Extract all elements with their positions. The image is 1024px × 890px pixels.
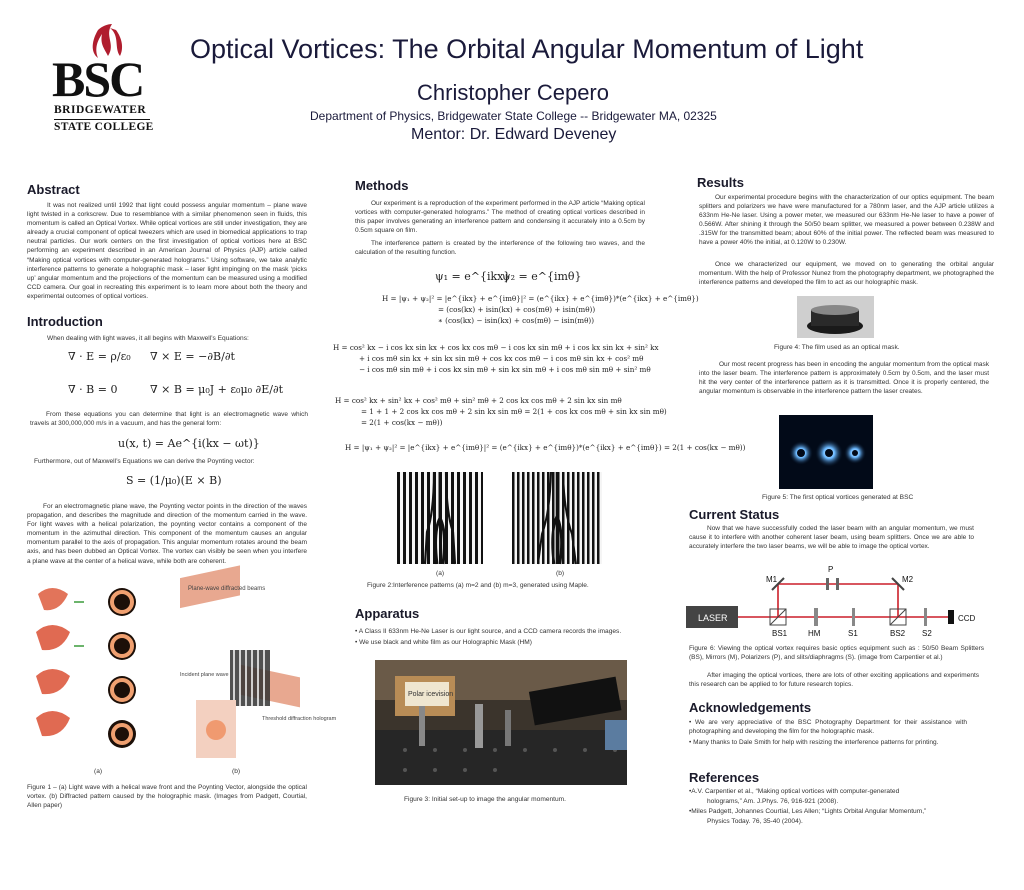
methods-paragraph-1: Our experiment is a reproduction of the experiment performed in the AJP article “Making optical vortices with computer-generated holograms.” The method of creating optical vortices described in this paper involves generating an interference pattern and condensing it accurately into a 0.5cm by 0.5cm square on film. [355,200,645,235]
reference-1-line-1: •A.V. Carpentier et al., “Making optical vortices with computer-generated [689,788,900,795]
bs1-label: BS1 [772,629,788,638]
results-paragraph-2: Once we characterized our equipment, we moved on to generating the orbital angular momentum. With the help of Professor Nunez from the photography department, we photographed the interference patterns and developed the film to act as our holographic mask. [699,261,994,287]
department: Department of Physics, Bridgewater State College -- Bridgewater MA, 02325 [310,109,717,123]
mentor: Mentor: Dr. Edward Deveney [411,126,617,143]
psi2-equation: ψ₂ = e^{imθ} [502,270,582,283]
fig1-label-incident: Incident plane wave [180,672,229,678]
reference-1-line-2[interactable]: holograms,” Am. J.Phys. 76, 916-921 (2008). [707,798,839,805]
abstract-heading: Abstract [27,182,80,197]
h-final-equation: H = |ψ₁ + ψ₂|² = |e^{ikx} + e^{imθ}|² = (e^{ikx} + e^{imθ})*(e^{ikx} + e^{imθ}) = 2(1 + cos(kx − mθ)) [345,443,746,452]
h3-line-3: = 2(1 + cos(kx − mθ)) [361,418,443,428]
figure-1-image [30,580,337,766]
s2-label: S2 [922,629,932,638]
h1-line-2: = (cos(kx) + isin(kx) + cos(mθ) + isin(mθ)) [438,305,596,315]
current-status-heading: Current Status [689,507,780,522]
references-heading: References [689,770,760,785]
fig1-label-a: (a) [94,768,103,775]
h2-line-3: − i cos mθ sin mθ + i cos kx sin mθ + sin kx sin mθ + i cos mθ sin mθ + sin² mθ [359,365,651,375]
logo-divider [54,119,150,120]
h-derivation-1 [382,293,699,326]
figure-4-caption: Figure 4: The film used as an optical mask. [774,344,900,351]
acknowledgement-item-1: • We are very appreciative of the BSC Photography Department for their assistance with photographing and developing the film for the holographic mask. [689,719,967,736]
methods-heading: Methods [355,178,409,193]
photo-note-text: Polar icevision [408,691,454,698]
maxwell-eq-1a: ∇ · E = ρ/ε₀ [68,350,131,363]
h-derivation-3 [335,395,667,428]
h2-line-2: + i cos mθ sin kx + sin kx sin mθ + cos kx cos mθ − i cos mθ sin kx + cos² mθ [359,354,644,364]
logo-subtitle-2: STATE COLLEGE [54,121,154,133]
m1-label: M1 [766,575,778,584]
ccd-label: CCD [958,614,976,623]
poster-title: Optical Vortices: The Orbital Angular Momentum of Light [190,34,864,64]
fig1-label-plane-wave: Plane-wave diffracted beams [188,586,266,592]
h2-line-1: H = cos² kx − i cos kx sin kx + cos kx cos mθ − i cos kx sin mθ + i cos kx sin kx + sin² kx [333,343,659,352]
methods-paragraph-2: The interference pattern is created by the interference of the following two waves, and the calculation of the resulting function. [355,240,645,257]
maxwell-eq-2b: ∇ × B = μ₀J + ε₀μ₀ ∂E/∂t [150,383,284,396]
p-label: P [828,565,834,574]
current-status-paragraph-1: Now that we have successfully coded the laser beam with an angular momentum, we must cause it to interfere with another coherent laser beam, using beam splitters. Once we are able to accurately interfere the two laser beams, we will be able to image the optical vortex. [689,525,974,551]
fig1-label-b: (b) [232,768,241,775]
h3-line-1: H = cos² kx + sin² kx + cos² mθ + sin² mθ + 2 cos kx cos mθ + 2 sin kx sin mθ [335,396,622,405]
results-paragraph-1: Our experimental procedure begins with the characterization of our optics equipment. The beam splitters and polarizers we have were manufactured for a 780nm laser, and the AJP article utilizes a 633nm He-Ne laser. Using a power meter, we measured our 633nm He-Ne laser to have a power of 0.566W. After shining it through the 50/50 beam splitter, we measured a power between 0.238W and .315W for the transmitted beam; about 60% of the initial power. The reflected beam was measured to have a power 40% the initial, at 0.120W to 0.230W. [699,194,994,247]
fig2-label-b: (b) [556,570,565,577]
apparatus-heading: Apparatus [355,606,420,621]
current-status-paragraph-2: After imaging the optical vortices, there are lots of other exciting applications and experiments this research can be applied to for future research topics. [689,672,979,689]
intro-paragraph-2: From these equations you can determine that light is an electromagnetic wave which travels at 300,000,000 m/s in a vacuum, and has the general form: [30,411,308,428]
optical-vortex-photo [779,415,873,489]
logo-text: BSC [52,51,144,107]
fig1-label-hologram: Threshold diffraction hologram [262,716,337,722]
author-name: Christopher Cepero [417,80,609,105]
logo-subtitle-1: BRIDGEWATER [54,104,147,116]
bs2-label: BS2 [890,629,906,638]
intro-paragraph-4: For an electromagnetic plane wave, the Poynting vector points in the direction of the waves propagation, and describes the magnitude and direction of the momentum carried in the wave. For light waves with a helical polarization, the poynting vector contains a component of the momentum in the azimuthal direction. This component of the momentum causes an angular momentum parallel to the axis of propagation. This angular momentum rotates around the beam axis, and has been dubbed an Optical Vortex. The vortex can visibly be seen when you interfere a plane wave at the center of a helical wave, while both are coherent. [27,503,307,565]
introduction-heading: Introduction [27,314,103,329]
abstract-text: It was not realized until 1992 that light could possess angular momentum – plane wave light twisted in a corkscrew. Due to resemblance with a similar phenomenon seen in fluids, this momentum is called an Optical Vortex. While optical vortices are still under investigation, they are already a crucial component of optical tweezers which are used in biomedical applications to trap neutral particles. Our work centers on the first investigation of optical vortices here at BSC performing an experiment described in an American Journal of Physics (AJP) article called “Making optical vortices with computer-generated holograms.” Using software, we take analytic interference patterns to generate a holographic mask – laser light impinging on the mask ‘picks up’ angular momentum and the projections of the momentum can be measured using a modified CCD camera. Our goal in recreating this experiment is to learn more about both the theory and experimental outcomes of optical vortices. [27,202,307,300]
figure-5-caption: Figure 5: The first optical vortices generated at BSC [762,494,914,501]
psi1-equation: ψ₁ = e^{ikx} [435,270,511,283]
apparatus-item-1: • A Class II 633nm He-Ne Laser is our light source, and a CCD camera records the images. [355,628,622,635]
acknowledgement-item-2: • Many thanks to Dale Smith for help with resizing the interference patterns for printing. [689,739,939,746]
intro-paragraph-1: When dealing with light waves, it all begins with Maxwell’s Equations: [47,335,249,342]
h-derivation-2 [333,342,659,375]
maxwell-eq-2a: ∇ · B = 0 [68,383,118,396]
figure-6-caption: Figure 6: Viewing the optical vortex requires basic optics equipment such as : 50/50 Beam Splitters (BS), Mirrors (M), Polarizers (P), and slits/diaphragms (S). (image from Carpentier et al.) [689,645,984,662]
intro-paragraph-3: Furthermore, out of Maxwell’s Equations we can derive the Poynting vector: [34,458,255,465]
reference-2-line-1: •Miles Padgett, Johannes Courtial, Les Allen; “Lights Orbital Angular Momentum,” [689,808,927,815]
m2-label: M2 [902,575,914,584]
laser-label: LASER [698,613,728,623]
reference-2-line-2[interactable]: Physics Today. 76, 35-40 (2004). [707,818,803,825]
figure-2-caption: Figure 2:Interference patterns (a) m=2 and (b) m=3, generated using Maple. [367,582,589,589]
poynting-equation: S = (1/μ₀)(E × B) [126,474,222,487]
results-heading: Results [697,175,744,190]
apparatus-photo [375,660,627,785]
hm-label: HM [808,629,821,638]
figure-1-caption: Figure 1 – (a) Light wave with a helical wave front and the Poynting Vector, alongside the optical vortex. (b) Diffracted pattern caused by the holographic mask. (Images from Padgett, Courtial, Allen paper) [27,784,307,810]
optical-setup-diagram [686,562,986,642]
results-paragraph-3: Our most recent progress has been in encoding the angular momentum from the optical mask into the laser beam. The interference pattern is approximately 0.5cm by 0.5cm, and the laser must hit the very center of the interference pattern as it is transmitted. Once it is properly centered, the angular momentum is observable in the interference pattern the laser creates. [699,361,989,396]
acknowledgements-heading: Acknowledgements [689,700,812,715]
h3-line-2: = 1 + 1 + 2 cos kx cos mθ + 2 sin kx sin mθ = 2(1 + cos kx cos mθ + sin kx sin mθ) [361,407,667,417]
interference-pattern-b [512,472,602,564]
interference-pattern-a [397,472,483,564]
h1-line-1: H = |ψ₁ + ψ₂|² = |e^{ikx} + e^{imθ}|² = (e^{ikx} + e^{imθ})*(e^{ikx} + e^{imθ}) [382,294,699,303]
h1-line-3: ∗ (cos(kx) − isin(kx) + cos(mθ) − isin(mθ)) [438,316,595,326]
figure-3-caption: Figure 3: Initial set-up to image the angular momentum. [404,796,566,803]
film-mask-photo [797,296,874,338]
maxwell-eq-1b: ∇ × E = −∂B/∂t [150,350,235,363]
apparatus-item-2: • We use black and white film as our Holographic Mask (HM) [355,639,532,646]
wave-equation: u(x, t) = Ae^{i(kx − ωt)} [118,437,260,450]
fig2-label-a: (a) [436,570,445,577]
s1-label: S1 [848,629,858,638]
